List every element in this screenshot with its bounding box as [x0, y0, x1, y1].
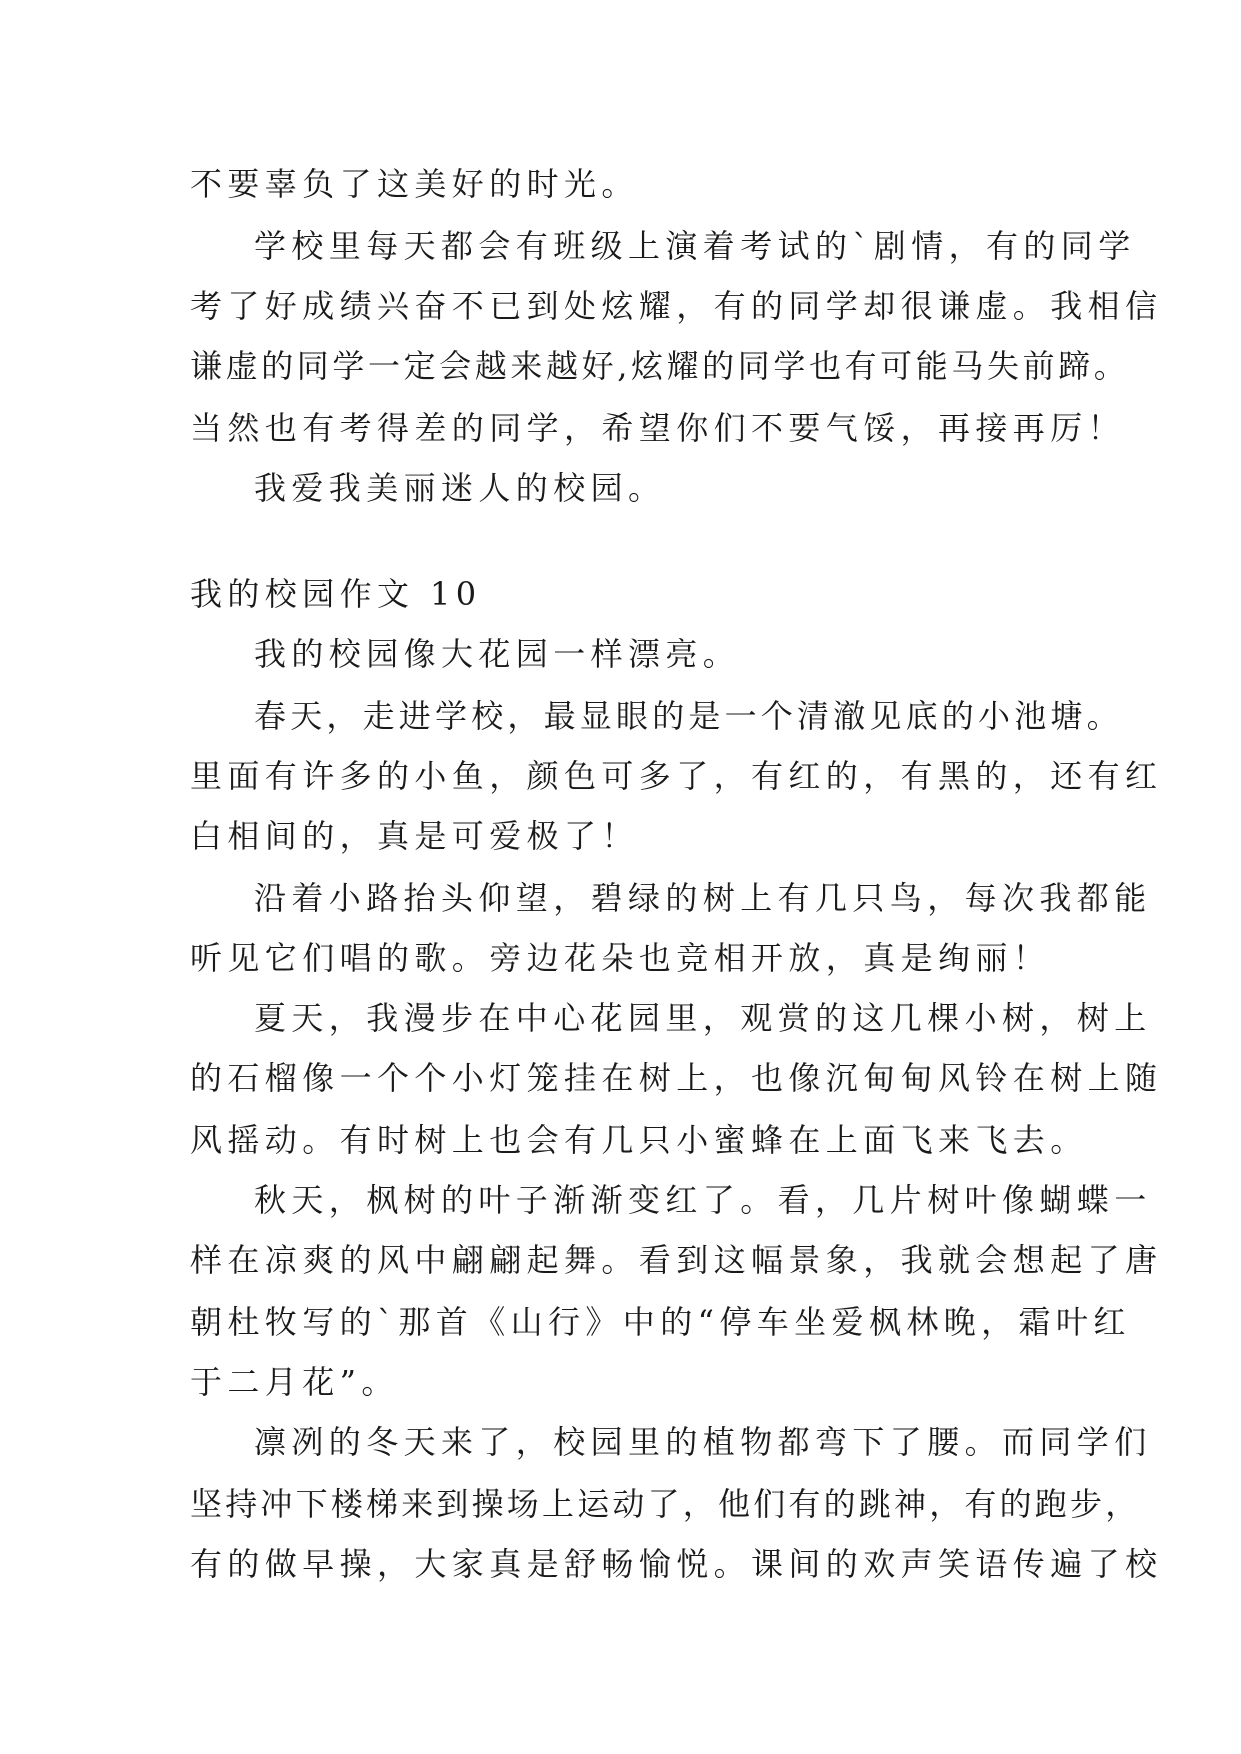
- text-line: 谦虚的同学一定会越来越好,炫耀的同学也有可能马失前蹄。: [190, 347, 1130, 385]
- text-line: 样在凉爽的风中翩翩起舞。看到这幅景象，我就会想起了唐: [190, 1241, 1163, 1279]
- text-line: 学校里每天都会有班级上演着考试的`剧情，有的同学: [254, 227, 1136, 265]
- text-line: 当然也有考得差的同学，希望你们不要气馁，再接再厉！: [190, 409, 1126, 447]
- text-line: 我爱我美丽迷人的校园。: [254, 469, 666, 507]
- text-line: 春天，走进学校，最显眼的是一个清澈见底的小池塘。: [254, 697, 1123, 735]
- text-line: 里面有许多的小鱼，颜色可多了，有红的，有黑的，还有红: [190, 757, 1163, 795]
- text-line: 不要辜负了这美好的时光。: [190, 165, 639, 203]
- text-line: 白相间的，真是可爱极了！: [190, 817, 639, 855]
- text-line: 沿着小路抬头仰望，碧绿的树上有几只鸟，每次我都能: [254, 879, 1152, 917]
- text-line: 我的校园像大花园一样漂亮。: [254, 635, 741, 673]
- text-line: 考了好成绩兴奋不已到处炫耀，有的同学却很谦虚。我相信: [190, 287, 1163, 325]
- section-heading: 我的校园作文 10: [190, 575, 482, 613]
- text-line: 夏天，我漫步在中心花园里，观赏的这几棵小树，树上: [254, 999, 1152, 1037]
- text-line: 秋天，枫树的叶子渐渐变红了。看，几片树叶像蝴蝶一: [254, 1181, 1152, 1219]
- text-line: 坚持冲下楼梯来到操场上运动了，他们有的跳神，有的跑步，: [190, 1485, 1141, 1523]
- text-line: 有的做早操，大家真是舒畅愉悦。课间的欢声笑语传遍了校: [190, 1545, 1163, 1583]
- text-line: 听见它们唱的歌。旁边花朵也竞相开放，真是绚丽！: [190, 939, 1051, 977]
- text-line: 凛冽的冬天来了，校园里的植物都弯下了腰。而同学们: [254, 1423, 1152, 1461]
- text-line: 于二月花”。: [190, 1363, 399, 1401]
- text-line: 风摇动。有时树上也会有几只小蜜蜂在上面飞来飞去。: [190, 1121, 1088, 1159]
- text-line: 的石榴像一个个小灯笼挂在树上，也像沉甸甸风铃在树上随: [190, 1059, 1163, 1097]
- text-line: 朝杜牧写的`那首《山行》中的“停车坐爱枫林晚，霜叶红: [190, 1303, 1131, 1341]
